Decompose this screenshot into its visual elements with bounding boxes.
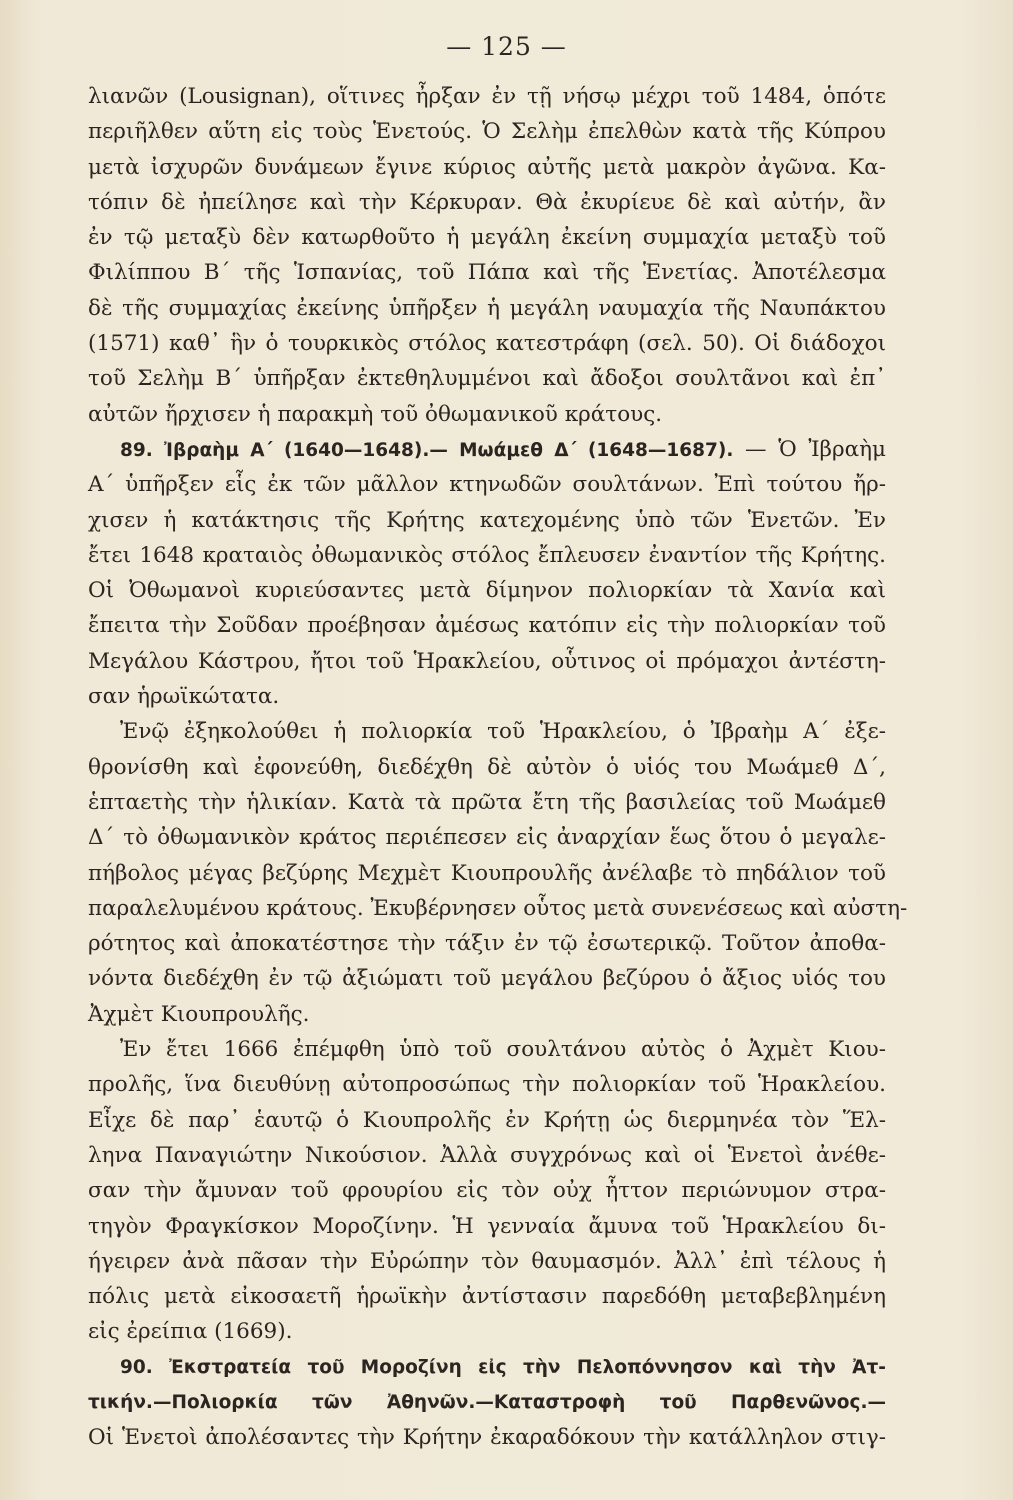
text-line: τόπιν δὲ ἠπείλησε καὶ τὴν Κέρκυραν. Θὰ ἐκυρίευε δὲ καὶ αὐτήν, ἂν	[88, 189, 886, 215]
text-line: Μεγάλου Κάστρου, ἤτοι τοῦ Ἡρακλείου, οὗτινος οἱ πρόμαχοι ἀντέστη-	[88, 648, 886, 674]
page-number: — 125 —	[446, 32, 567, 61]
text-line: ἑπταετὴς τὴν ἡλικίαν. Κατὰ τὰ πρῶτα ἔτη τῆς βασιλείας τοῦ Μωάμεθ	[88, 789, 886, 815]
text-line: ἔτει 1648 κραταιὸς ὀθωμανικὸς στόλος ἔπλευσεν ἐναντίον τῆς Κρήτης.	[88, 542, 886, 568]
text-line: (1571) καθ᾽ ἣν ὁ τουρκικὸς στόλος κατεστράφη (σελ. 50). Οἱ διάδοχοι	[88, 331, 886, 357]
text-line: πήβολος μέγας βεζύρης Μεχμὲτ Κιουπρουλῆς ἀνέλαβε τὸ πηδάλιον τοῦ	[88, 860, 886, 886]
text-line: τηγὸν Φραγκίσκον Μοροζίνην. Ἡ γενναία ἄμυνα τοῦ Ἡρακλείου δι-	[88, 1213, 886, 1239]
section-90-heading-cont: τικήν.—Πολιορκία τῶν Ἀθηνῶν.—Καταστροφὴ τοῦ Παρθενῶνος.—	[88, 1391, 886, 1413]
section-89-heading: 89. Ἰβραὴμ Α΄ (1640—1648).— Μωάμεθ Δ΄ (1648—1687).	[120, 439, 734, 461]
text-line: Οἱ Ἑνετοὶ ἀπολέσαντες τὴν Κρήτην ἐκαραδόκουν τὴν κατάλληλον στιγ-	[88, 1425, 886, 1451]
text-line: ήγειρεν ἀνὰ πᾶσαν τὴν Εὐρώπην τὸν θαυμασμόν. Ἀλλ᾽ ἐπὶ τέλους ἡ	[88, 1248, 886, 1274]
text-line: Φιλίππου Β΄ τῆς Ἱσπανίας, τοῦ Πάπα καὶ τῆς Ἑνετίας. Ἀποτέλεσμα	[88, 260, 886, 286]
text-line: χισεν ἡ κατάκτησις τῆς Κρήτης κατεχομένης ὑπὸ τῶν Ἑνετῶν. Ἐν	[88, 507, 886, 533]
text-line: πόλις μετὰ εἰκοσαετῆ ἡρωϊκὴν ἀντίστασιν παρεδόθη μεταβεβλημένη	[88, 1284, 886, 1310]
text-line: σαν τὴν ἄμυναν τοῦ φρουρίου εἰς τὸν οὐχ ἧττον περιώνυμον στρα-	[88, 1178, 886, 1204]
text-line: ληνα Παναγιώτην Νικούσιον. Ἀλλὰ συγχρόνως καὶ οἱ Ἑνετοὶ ἀνέθε-	[88, 1142, 886, 1168]
page-text	[88, 79, 908, 1456]
text-line: Ἐνῷ ἐξηκολούθει ἡ πολιορκία τοῦ Ἡρακλείου, ὁ Ἰβραὴμ Α΄ ἐξε-	[120, 719, 886, 745]
text-line: Α΄ ὑπῆρξεν εἷς ἐκ τῶν μᾶλλον κτηνωδῶν σουλτάνων. Ἐπὶ τούτου ἤρ-	[88, 472, 886, 498]
text-line: αὐτῶν ἤρχισεν ἡ παρακμὴ τοῦ ὀθωμανικοῦ κράτους.	[88, 401, 663, 427]
text-line: σαν ἡρωϊκώτατα.	[88, 684, 280, 710]
section-89-first-line	[88, 432, 886, 467]
text-line: δὲ τῆς συμμαχίας ἐκείνης ὑπῆρξεν ἡ μεγάλη ναυμαχία τῆς Ναυπάκτου	[88, 295, 886, 321]
text-line: Εἶχε δὲ παρ᾽ ἑαυτῷ ὁ Κιουπρολῆς ἐν Κρήτῃ ὡς διερμηνέα τὸν Ἕλ-	[88, 1107, 886, 1133]
text-line: Ἀχμὲτ Κιουπρουλῆς.	[88, 1001, 310, 1027]
text-line: ἔπειτα τὴν Σοῦδαν προέβησαν ἀμέσως κατόπιν εἰς τὴν πολιορκίαν τοῦ	[88, 613, 886, 639]
text-line: Οἱ Ὀθωμανοὶ κυριεύσαντες μετὰ δίμηνον πολιορκίαν τὰ Χανία καὶ	[88, 578, 886, 604]
text-line: λιανῶν (Lousignan), οἵτινες ἦρξαν ἐν τῇ νήσῳ μέχρι τοῦ 1484, ὁπότε	[88, 84, 886, 109]
text-line: ἐν τῷ μεταξὺ δὲν κατωρθοῦτο ἡ μεγάλη ἐκείνη συμμαχία μεταξὺ τοῦ	[88, 225, 886, 251]
text-line: περιῆλθεν αὕτη εἰς τοὺς Ἑνετούς. Ὁ Σελὴμ ἐπελθὼν κατὰ τῆς Κύπρου	[88, 119, 886, 145]
section-90-heading: 90. Ἐκστρατεία τοῦ Μοροζίνη εἰς τὴν Πελοπόννησον καὶ τὴν Ἀτ-	[120, 1356, 886, 1378]
text-line: μετὰ ἰσχυρῶν δυνάμεων ἔγινε κύριος αὐτῆς μετὰ μακρὸν ἀγῶνα. Κα-	[88, 154, 886, 180]
text-line: εἰς ἐρείπια (1669).	[88, 1319, 293, 1345]
text-line: προλῆς, ἵνα διευθύνῃ αὐτοπροσώπως τὴν πολιορκίαν τοῦ Ἡρακλείου.	[88, 1072, 886, 1098]
section-89-heading-rest: — Ὁ Ἰβραὴμ	[745, 436, 886, 462]
text-line: Δ΄ τὸ ὀθωμανικὸν κράτος περιέπεσεν εἰς ἀναρχίαν ἕως ὅτου ὁ μεγαλε-	[88, 825, 886, 851]
text-line: τοῦ Σελὴμ Β΄ ὑπῆρξαν ἐκτεθηλυμμένοι καὶ ἄδοξοι σουλτᾶνοι καὶ ἐπ᾽	[88, 366, 886, 392]
text-line: θρονίσθη καὶ ἐφονεύθη, διεδέχθη δὲ αὐτὸν ὁ υἱός του Μωάμεθ Δ΄,	[88, 754, 886, 780]
text-line: νόντα διεδέχθη ἐν τῷ ἀξιώματι τοῦ μεγάλου βεζύρου ὁ ἄξιος υἱός του	[88, 966, 886, 992]
text-line: Ἐν ἔτει 1666 ἐπέμφθη ὑπὸ τοῦ σουλτάνου αὐτὸς ὁ Ἀχμὲτ Κιου-	[120, 1037, 886, 1063]
text-line: ρότητος καὶ ἀποκατέστησε τὴν τάξιν ἐν τῷ ἐσωτερικῷ. Τοῦτον ἀποθα-	[88, 931, 886, 957]
text-line: παραλελυμένου κράτους. Ἐκυβέρνησεν οὗτος μετὰ συνενέσεως καὶ αὐστη-	[88, 895, 908, 921]
